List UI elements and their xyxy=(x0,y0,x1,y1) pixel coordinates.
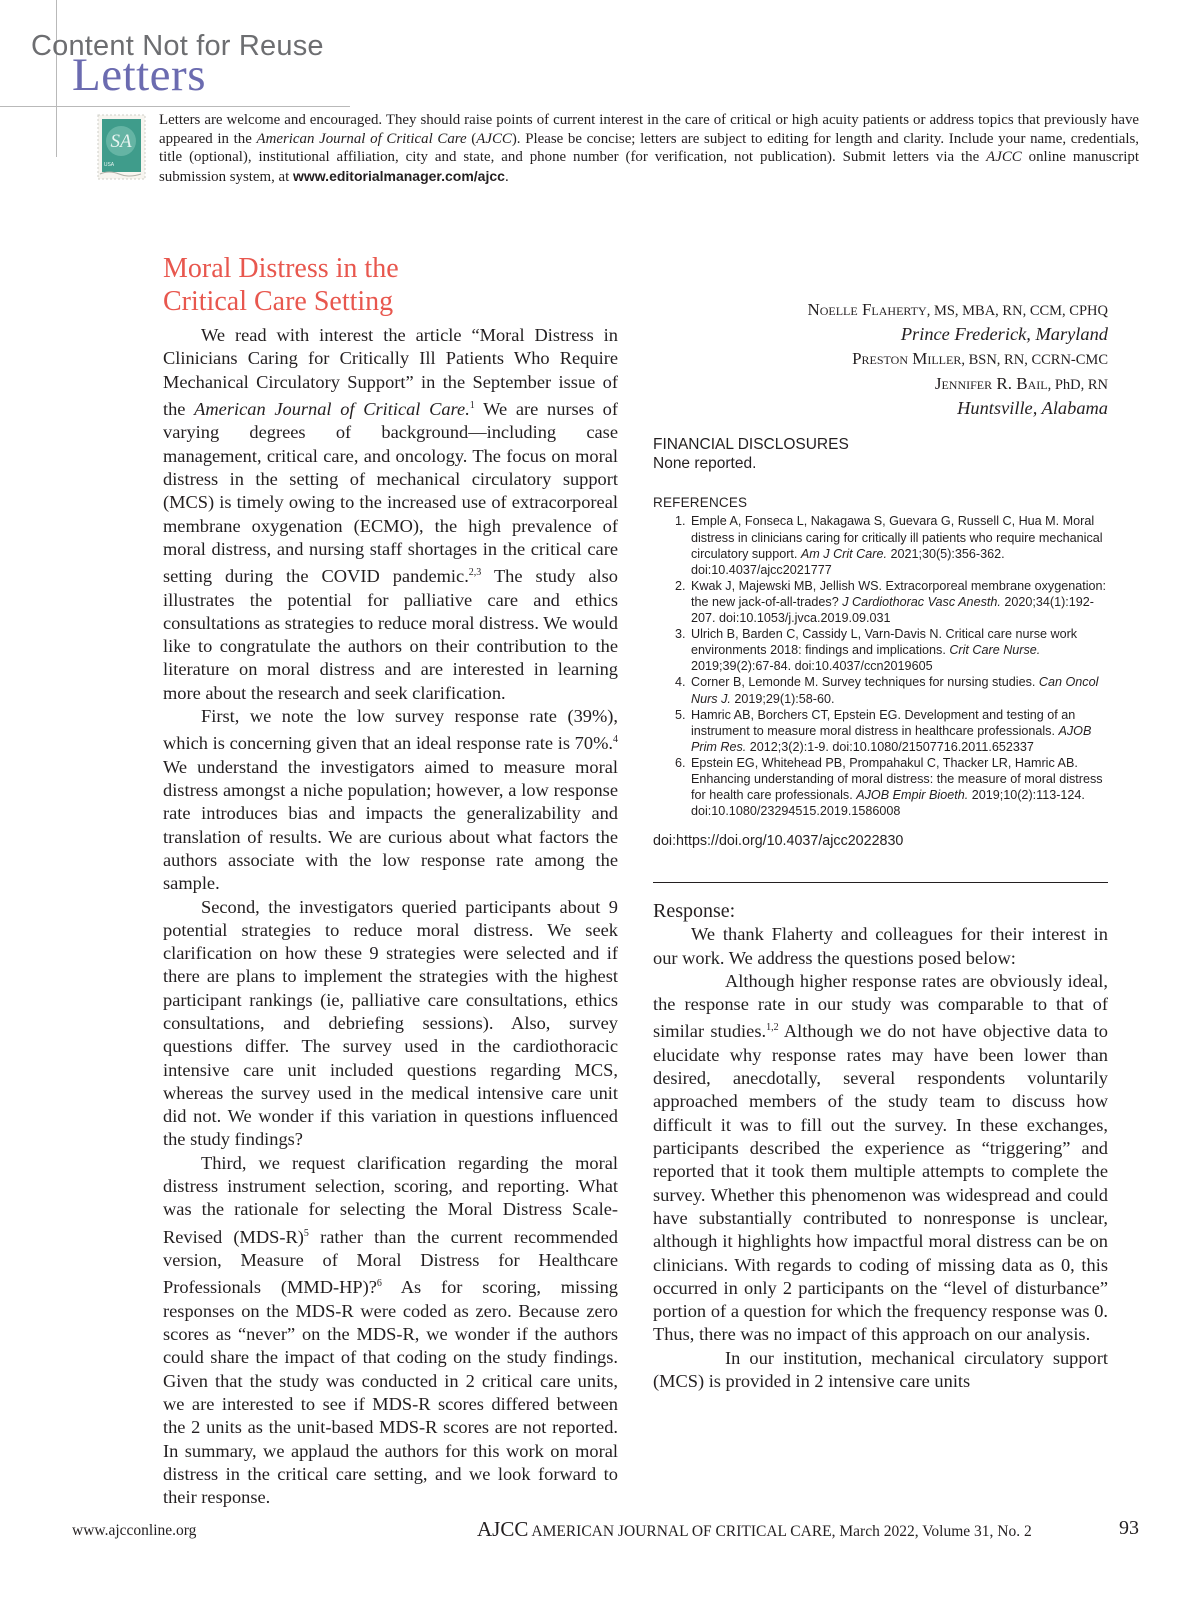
postage-stamp-icon xyxy=(97,114,146,180)
reference-item: 2. Kwak J, Majewski MB, Jellish WS. Extracorporeal membrane oxygenation: the new jack-of-all-trades? J Cardiothorac Vasc Anesth. 2020;34(1):192-207. doi:10.1053/j.jvca.2019.09.031 xyxy=(689,578,1108,626)
section-title: Letters xyxy=(72,49,206,101)
article-title: Moral Distress in the Critical Care Setting xyxy=(163,253,399,317)
response-paragraph: Although higher response rates are obviously ideal, the response rate in our study was comparable to that of similar studies.$^{1,2}$ Although we do not have objective data to elucidate why response rates may have been lower than desired, anecdotally, several respondents voluntarily approached members of the study team to discuss how difficult it was to fill out the survey. In these exchanges, participants described the experience as “triggering” and reported that it took them multiple attempts to complete the survey. Whether this phenomenon was widespread and could have substantially contributed to nonresponse is unclear, although it highlights how impactful moral distress can be on clinicians. With regards to coding of missing data as 0, this occurred in only 2 participants on the “level of disturbance” portion of a question for which the frequency response was 0. Thus, there was no impact of this approach on our analysis. xyxy=(653,970,1109,1345)
response-paragraph: We thank Flaherty and colleagues for their interest in our work. We address the questions posed below: xyxy=(653,924,1108,968)
right-column xyxy=(653,250,1108,1393)
reference-item: 6. Epstein EG, Whitehead PB, Prompahakul C, Thacker LR, Hamric AB. Enhancing understanding of moral distress: the measure of moral distress for health care professionals. AJOB Empir Bioeth. 2019;10(2):113-124. doi:10.1080/23294515.2019.1586008 xyxy=(689,755,1108,819)
article-doi[interactable]: doi:https://doi.org/10.4037/ajcc2022830 xyxy=(653,833,904,850)
author-signature: Jennifer R. Bail, PhD, RN xyxy=(934,373,1108,393)
response-paragraph: In our institution, mechanical circulatory support (MCS) is provided in 2 intensive care units xyxy=(653,1347,1108,1392)
references-list xyxy=(653,513,1108,819)
author-signature: Preston Miller, BSN, RN, CCRN-CMC xyxy=(852,348,1108,368)
reference-item: 5. Hamric AB, Borchers CT, Epstein EG. Development and testing of an instrument to measure moral distress in healthcare professionals. AJOB Prim Res. 2012;3(2):1-9. doi:10.1080/21507716.2011.652337 xyxy=(689,707,1108,755)
watermark: Content Not for Reuse xyxy=(31,30,324,62)
page-number: 93 xyxy=(1119,1517,1139,1539)
financial-disclosures-heading: FINANCIAL DISCLOSURES xyxy=(653,436,849,454)
reference-item: 1. Emple A, Fonseca L, Nakagawa S, Guevara G, Russell C, Hua M. Moral distress in clinicians caring for critically ill patients who require mechanical circulatory support. Am J Crit Care. 2021;30(5):356-362. doi:10.4037/ajcc2021777 xyxy=(689,513,1108,577)
footer-url[interactable]: www.ajcconline.org xyxy=(72,1522,197,1539)
financial-disclosures-text: None reported. xyxy=(653,455,757,473)
author-location: Huntsville, Alabama xyxy=(957,398,1108,419)
left-column xyxy=(163,252,618,1509)
letter-paragraph: Third, we request clarification regarding the moral distress instrument selection, scoring, and reporting. What was the rationale for selecting the Moral Distress Scale-Revised $(MDS-R)^5$ rather than the current recommended version, Measure of Moral Distress for Healthcare Professionals (MMD-HP)?$^6$ As for scoring, missing responses on the MDS-R were coded as zero. Because zero scores as “never” on the MDS-R, we wonder if the authors could share the impact of that coding on the study findings. Given that the study was conducted in 2 critical care units, we are interested to see if MDS-R scores differed between the 2 units as the unit-based MDS-R scores are not reported. In summary, we applaud the authors for this work on moral distress in the critical care setting, and we look forward to their response. xyxy=(163,1152,618,1508)
letter-paragraph: First, we note the low survey response rate (39%), which is concerning given that an ideal response rate is 70%.$^4$ We understand the investigators aimed to measure moral distress amongst a niche population; however, a low response rate introduces bias and impacts the generalizability and translation of results. We are curious about what factors the authors associate with the low response rate among the sample. xyxy=(163,706,618,894)
signature-block xyxy=(653,298,1108,420)
response-title: Response: xyxy=(653,900,736,923)
response-body xyxy=(653,923,1108,1393)
footer-journal: AJCC AMERICAN JOURNAL OF CRITICAL CARE, March 2022, Volume 31, No. 2 xyxy=(477,1517,1032,1541)
references-heading: REFERENCES xyxy=(653,495,748,511)
journal-logo: AJCC xyxy=(477,1517,529,1541)
letter-paragraph: Second, the investigators queried participants about 9 potential strategies to reduce moral distress. We seek clarification on how these 9 strategies were selected and if there are plans to implement the strategies with the highest participant rankings (ie, palliative care consultations, ethics consultations, and debriefing sessions). Also, survey questions differ. The survey used in the cardiothoracic intensive care unit included questions regarding MCS, whereas the survey used in the medical intensive care unit did not. We wonder if this variation in questions influenced the study findings? xyxy=(163,896,618,1150)
reference-item: 3. Ulrich B, Barden C, Cassidy L, Varn-Davis N. Critical care nurse work environments 2018: findings and implications. Crit Care Nurse. 2019;39(2):67-84. doi:10.4037/ccn2019605 xyxy=(689,626,1108,674)
letter-paragraph: We read with interest the article “Moral Distress in Clinicians Caring for Critically Ill Patients Who Require Mechanical Circulatory Support” in the September issue of the American Journal of Critical Care.$^1$ We are nurses of varying degrees of background—including case management, critical care, and oncology. The focus on moral distress in the setting of mechanical circulatory support (MCS) is timely owing to the increased use of extracorporeal membrane oxygenation (ECMO), the high prevalence of moral distress, and nursing staff shortages in the critical care setting during the COVID pandemic.$^{2,3}$ The study also illustrates the potential for palliative care and ethics consultations as strategies to reduce moral distress. We would like to congratulate the authors on their contribution to the literature on moral distress and are interested in learning more about the research and seek clarification. xyxy=(163,325,618,703)
section-divider xyxy=(653,882,1108,883)
letters-instructions: Letters are welcome and encouraged. They should raise points of current interest in the care of critical or high acuity patients or address topics that previously have appeared in the American Journal of Critical Care (AJCC). Please be concise; letters are subject to editing for length and clarity. Include your name, credentials, title (optional), institutional affiliation, city and state, and phone number (for verification, not publication). Submit letters via the AJCC online manuscript submission system, at www.editorialmanager.com/ajcc. xyxy=(159,112,1139,185)
header-vertical-rule xyxy=(56,0,57,157)
author-location: Prince Frederick, Maryland xyxy=(900,324,1108,345)
letter-body xyxy=(163,324,618,1509)
header-horizontal-rule xyxy=(0,106,350,107)
author-signature: Noelle Flaherty, MS, MBA, RN, CCM, CPHQ xyxy=(807,300,1108,319)
stamp-caption: USA xyxy=(103,162,115,168)
submission-link[interactable]: www.editorialmanager.com/ajcc xyxy=(293,167,505,184)
stamp-initials: SA xyxy=(110,131,132,152)
reference-item: 4. Corner B, Lemonde M. Survey techniques for nursing studies. Can Oncol Nurs J. 2019;29(1):58-60. xyxy=(689,674,1108,706)
